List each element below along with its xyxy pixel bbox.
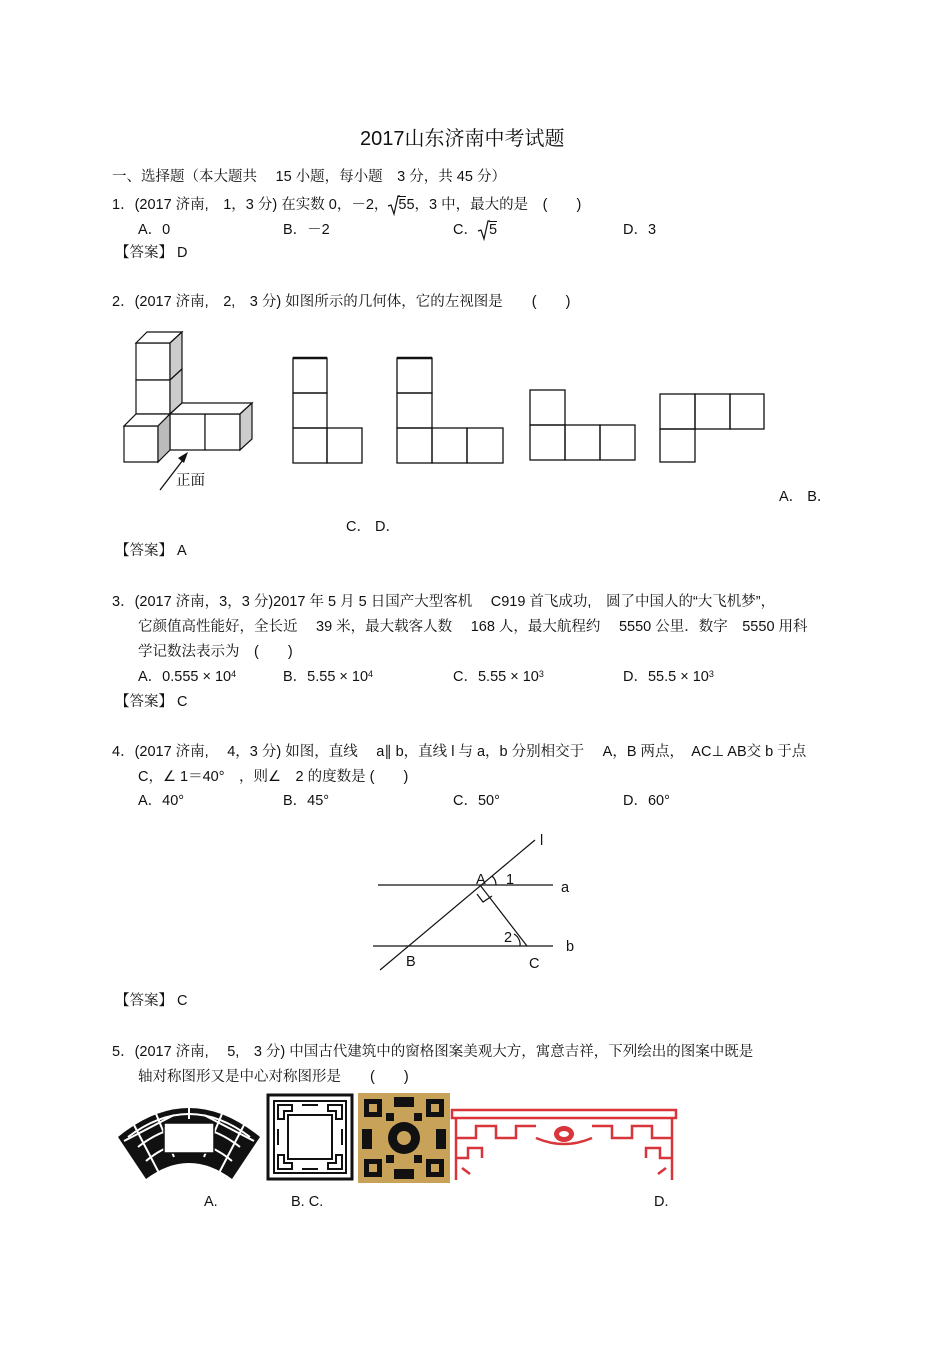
q4-answer: 【答案】 C bbox=[115, 993, 188, 1009]
section-heading: 一、选择题（本大题共 15 小题，每小题 3 分，共 45 分） bbox=[112, 169, 506, 185]
q3-answer: 【答案】 C bbox=[115, 694, 188, 710]
q5-label-bc: B. C. bbox=[291, 1194, 324, 1210]
label-B: B bbox=[406, 954, 416, 970]
q4-option-d: D．60° bbox=[623, 793, 670, 809]
q4-option-c: C．50° bbox=[453, 793, 500, 809]
page-title: 2017山东济南中考试题 bbox=[360, 128, 565, 150]
q3-option-a: A．$0.555 \times 10^4$ bbox=[138, 669, 237, 685]
q4-option-a: A．40° bbox=[138, 793, 185, 809]
q5-pattern-d-red-arch bbox=[450, 1108, 678, 1183]
label-angle-2: 2 bbox=[504, 930, 513, 946]
label-a: a bbox=[561, 880, 570, 896]
q4-line2: C，∠ 1＝40° ，则∠ 2 的度数是 ( ) bbox=[138, 769, 409, 785]
label-A: A bbox=[476, 872, 486, 888]
q5-pattern-a-fan bbox=[114, 1095, 264, 1185]
q1-stem: 1．(2017 济南, 1，3 分) 在实数 0，－2， 55，3 中，最大的是 ( ) bbox=[112, 197, 582, 213]
label-l: l bbox=[540, 833, 544, 849]
q5-label-a: A. bbox=[204, 1194, 218, 1210]
q2-stem: 2．(2017 济南, 2, 3 分) 如图所示的几何体，它的左视图是 ( ) bbox=[112, 294, 571, 310]
q5-label-d: D. bbox=[654, 1194, 669, 1210]
line-l bbox=[380, 840, 535, 970]
q2-view-c bbox=[527, 388, 642, 468]
q2-labels-ab: A． B． bbox=[779, 489, 832, 505]
q3-line3: 学记数法表示为 ( ) bbox=[138, 644, 293, 660]
q3-option-b: B．$5.55 \times 10^4$ bbox=[283, 669, 374, 685]
q3-line1: 3．(2017 济南，3，3 分)2017 年 5 月 5 日国产大型客机 C919 首飞成功, 圆了中国人的“大飞机梦”， bbox=[112, 594, 776, 610]
q1-answer: 【答案】 D bbox=[115, 245, 188, 261]
q4-line1: 4．(2017 济南, 4，3 分) 如图，直线 a∥ b，直线 l 与 a，b 分别相交于 A，B 两点， AC⊥ AB交 b 于点 bbox=[112, 744, 807, 760]
q4-geometry-figure bbox=[370, 826, 590, 976]
q2-solid-figure bbox=[120, 330, 260, 490]
q4-option-b: B．45° bbox=[283, 793, 330, 809]
q5-line2: 轴对称图形又是中心对称图形是 ( ) bbox=[138, 1069, 409, 1085]
q1-option-a: A．0 bbox=[138, 222, 171, 238]
q5-pattern-c-lattice bbox=[358, 1093, 450, 1183]
q5-line1: 5．(2017 济南, 5, 3 分) 中国古代建筑中的窗格图案美观大方，寓意吉祥，下列绘出的图案中既是 bbox=[112, 1044, 754, 1060]
q3-option-c: C．$5.55 \times 10^3$ bbox=[453, 669, 544, 685]
q3-line2: 它颜值高性能好，全长近 39 米，最大载客人数 168 人，最大航程约 5550 公里．数字 5550 用科 bbox=[138, 619, 808, 635]
q2-view-b bbox=[394, 356, 509, 466]
front-label: 正面 bbox=[176, 473, 205, 489]
label-angle-1: 1 bbox=[506, 872, 515, 888]
label-C: C bbox=[529, 956, 540, 972]
q1-option-d: D．3 bbox=[623, 222, 657, 238]
sqrt-symbol bbox=[388, 196, 398, 214]
q2-answer: 【答案】 A bbox=[115, 543, 187, 559]
q2-view-a bbox=[290, 356, 370, 466]
label-b: b bbox=[566, 939, 575, 955]
q3-option-d: D．$55.5 \times 10^3$ bbox=[623, 669, 714, 685]
q5-pattern-b-square bbox=[266, 1093, 354, 1181]
q1-option-c: C． 5 bbox=[453, 222, 498, 238]
q2-labels-cd: C． D． bbox=[346, 519, 400, 535]
q2-view-d bbox=[657, 392, 772, 472]
q1-option-b: B．－2 bbox=[283, 222, 330, 238]
